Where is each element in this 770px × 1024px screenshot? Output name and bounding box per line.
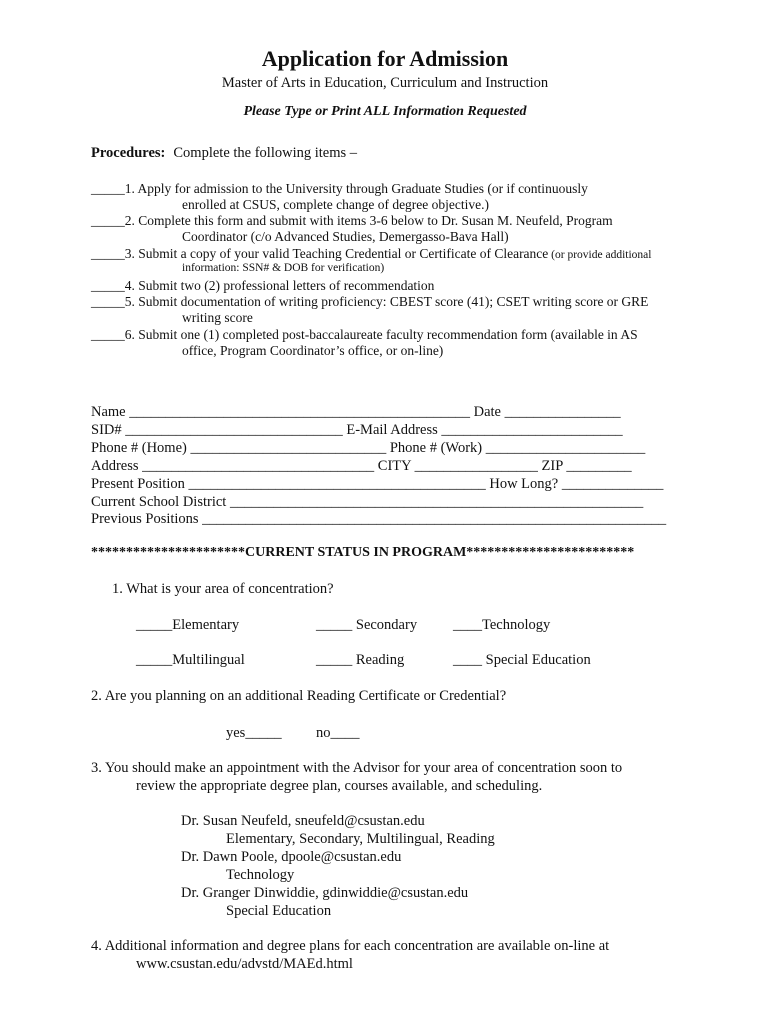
option-technology[interactable]: ____Technology (453, 617, 551, 633)
procedure-item-6-line1: _____6. Submit one (1) completed post-baccalaureate faculty recommendation form (available in AS (91, 327, 638, 342)
sid-email-field[interactable]: SID# ______________________________ E-Mail Address _________________________ (91, 422, 623, 438)
advisor-dinwiddie: Dr. Granger Dinwiddie, gdinwiddie@csustan.edu (181, 885, 469, 901)
advisor-dinwiddie-area: Special Education (226, 903, 332, 919)
procedures-label: Procedures: (91, 145, 166, 161)
procedure-item-3-note: (or provide additional (548, 249, 652, 261)
procedure-item-5-line1: _____5. Submit documentation of writing proficiency: CBEST score (41); CSET writing score or GRE (91, 294, 649, 309)
form-instruction: Please Type or Print ALL Information Requested (243, 104, 527, 119)
previous-positions-field[interactable]: Previous Positions ________________________________________________________________ (91, 511, 667, 527)
procedure-item-2[interactable] (91, 213, 613, 245)
advisor-neufeld-area: Elementary, Secondary, Multilingual, Reading (226, 831, 495, 847)
procedure-item-5[interactable] (91, 294, 648, 326)
option-special-education[interactable]: ____ Special Education (453, 652, 591, 668)
question-3-line2: review the appropriate degree plan, courses available, and scheduling. (136, 778, 543, 794)
status-heading: **********************CURRENT STATUS IN PROGRAM************************ (91, 545, 635, 560)
procedure-item-2-line2: Coordinator (c/o Advanced Studies, Demergasso-Bava Hall) (182, 229, 509, 244)
procedure-item-1-line2: enrolled at CSUS, complete change of degree objective.) (182, 197, 490, 212)
option-elementary[interactable]: _____Elementary (136, 617, 240, 633)
advisor-poole: Dr. Dawn Poole, dpoole@csustan.edu (181, 849, 402, 865)
answer-no[interactable]: no____ (316, 725, 360, 741)
name-date-field[interactable]: Name _______________________________________________ Date ________________ (91, 404, 621, 420)
option-reading[interactable]: _____ Reading (316, 652, 405, 668)
school-district-field[interactable]: Current School District _________________________________________________________ (91, 494, 644, 510)
advisor-neufeld: Dr. Susan Neufeld, sneufeld@csustan.edu (181, 813, 425, 829)
procedure-item-4[interactable] (91, 278, 434, 294)
advisor-poole-area: Technology (226, 867, 295, 883)
phone-field[interactable]: Phone # (Home) ___________________________ Phone # (Work) ______________________ (91, 440, 646, 456)
procedure-item-4-line1: _____4. Submit two (2) professional letters of recommendation (91, 278, 435, 293)
question-2: 2. Are you planning on an additional Reading Certificate or Credential? (91, 688, 507, 704)
procedures-intro: Complete the following items – (173, 145, 358, 161)
page-title: Application for Admission (261, 46, 509, 71)
question-3-line1: 3. You should make an appointment with the Advisor for your area of concentration soon to (91, 760, 623, 776)
present-position-field[interactable]: Present Position _________________________________________ How Long? ______________ (91, 476, 664, 492)
option-multilingual[interactable]: _____Multilingual (136, 652, 245, 668)
procedure-item-5-line2: writing score (182, 310, 253, 325)
procedure-item-3-line1: _____3. Submit a copy of your valid Teaching Credential or Certificate of Clearance (91, 246, 549, 261)
procedure-item-6-line2: office, Program Coordinator’s office, or on-line) (182, 343, 444, 358)
question-4-line1: 4. Additional information and degree plans for each concentration are available on-line at (91, 938, 610, 954)
answer-yes[interactable]: yes_____ (226, 725, 282, 741)
procedures-heading (91, 145, 357, 162)
procedure-item-3-line2: information: SSN# & DOB for verification) (182, 262, 385, 274)
question-1: 1. What is your area of concentration? (112, 581, 334, 597)
procedure-item-3[interactable] (91, 246, 651, 274)
procedure-item-1[interactable] (91, 181, 588, 213)
procedure-item-6[interactable] (91, 327, 638, 359)
page-subtitle: Master of Arts in Education, Curriculum and Instruction (221, 75, 549, 91)
option-secondary[interactable]: _____ Secondary (316, 617, 418, 633)
procedure-item-1-line1: _____1. Apply for admission to the University through Graduate Studies (or if continuously (91, 181, 588, 196)
procedure-item-2-line1: _____2. Complete this form and submit with items 3-6 below to Dr. Susan M. Neufeld, Program (91, 213, 613, 228)
program-url[interactable]: www.csustan.edu/advstd/MAEd.html (136, 956, 353, 972)
address-city-zip-field[interactable]: Address ________________________________ CITY _________________ ZIP _________ (91, 458, 632, 474)
